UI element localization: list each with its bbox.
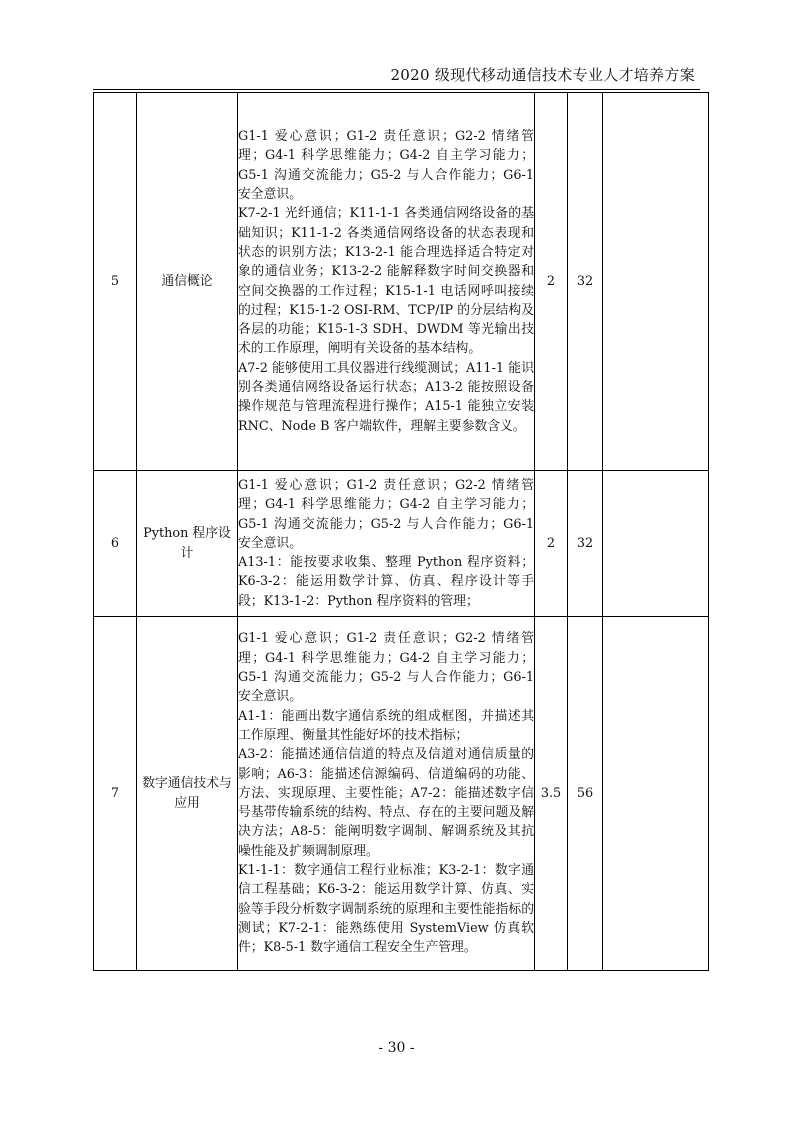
course-name-cell: Python 程序设计 — [137, 471, 238, 617]
objective-paragraph: A13-1：能按要求收集、整理 Python 程序资料；K6-3-2：能运用数学计算、仿真、程序设计等手段；K13-1-2：Python 程序资料的管理； — [238, 555, 534, 609]
course-objectives-cell — [238, 617, 535, 971]
course-credit-cell: 2 — [535, 93, 568, 471]
course-hours-cell: 56 — [568, 617, 603, 971]
objective-paragraph: G1-1 爱心意识；G1-2 责任意识；G2-2 情绪管理；G4-1 科学思维能力；G4-2 自主学习能力；G5-1 沟通交流能力；G5-2 与人合作能力；G6-1 安全意识。 — [238, 129, 534, 203]
table-row — [94, 93, 709, 471]
header-rule — [93, 89, 700, 90]
course-number-cell: 5 — [94, 93, 137, 471]
table-row — [94, 617, 709, 971]
course-credit-cell: 2 — [535, 471, 568, 617]
objective-paragraph: A3-2：能描述通信信道的特点及信道对通信质量的影响；A6-3：能描述信源编码、信道编码的功能、方法、实现原理、主要性能；A7-2：能描述数字信号基带传输系统的结构、特点、存在的主要问题及解决方法；A8-5：能阐明数字调制、解调系统及其抗噪性能及扩频调制原理。 — [238, 747, 534, 859]
course-note-cell — [603, 471, 709, 617]
course-hours-cell: 32 — [568, 471, 603, 617]
table-row — [94, 471, 709, 617]
curriculum-table — [93, 92, 709, 971]
objective-paragraph: K7-2-1 光纤通信；K11-1-1 各类通信网络设备的基础知识；K11-1-2 各类通信网络设备的状态表现和状态的识别方法；K13-2-1 能合理选择适合特定对象的通信业务；K13-2-2 能解释数字时间交换器和空间交换器的工作过程；K15-1-1 电话网呼叫接续的过程；K15-1-2 OSI-RM、TCP/IP 的分层结构及各层的功能；K15-1-3 SDH、DWDM 等光输出技术的工作原理，阐明有关设备的基本结构。 — [238, 206, 534, 357]
course-number-cell: 6 — [94, 471, 137, 617]
course-objectives-cell — [238, 93, 535, 471]
course-objectives-cell — [238, 471, 535, 617]
objective-paragraph: A1-1：能画出数字通信系统的组成框图，并描述其工作原理、衡量其性能好坏的技术指标； — [238, 708, 534, 743]
course-number-cell: 7 — [94, 617, 137, 971]
document-header-title: 2020 级现代移动通信技术专业人才培养方案 — [390, 66, 695, 84]
objective-paragraph: K1-1-1：数字通信工程行业标准；K3-2-1：数字通信工程基础；K6-3-2：能运用数学计算、仿真、实验等手段分析数字调制系统的原理和主要性能指标的测试；K7-2-1：能熟练使用 SystemView 仿真软件；K8-5-1 数字通信工程安全生产管理。 — [238, 863, 534, 956]
course-name-cell: 通信概论 — [137, 93, 238, 471]
course-hours-cell: 32 — [568, 93, 603, 471]
course-credit-cell: 3.5 — [535, 617, 568, 971]
course-name-cell: 数字通信技术与应用 — [137, 617, 238, 971]
course-note-cell — [603, 617, 709, 971]
objective-paragraph: G1-1 爱心意识；G1-2 责任意识；G2-2 情绪管理；G4-1 科学思维能力；G4-2 自主学习能力；G5-1 沟通交流能力；G5-2 与人合作能力；G6-1 安全意识。 — [238, 477, 534, 551]
objective-paragraph: A7-2 能够使用工具仪器进行线缆测试；A11-1 能识别各类通信网络设备运行状态；A13-2 能按照设备操作规范与管理流程进行操作；A15-1 能独立安装 RNC、Node B 客户端软件，理解主要参数含义。 — [238, 360, 534, 434]
page-number: - 30 - — [378, 1040, 415, 1056]
objective-paragraph: G1-1 爱心意识；G1-2 责任意识；G2-2 情绪管理；G4-1 科学思维能力；G4-2 自主学习能力；G5-1 沟通交流能力；G5-2 与人合作能力；G6-1 安全意识。 — [238, 631, 534, 705]
course-note-cell — [603, 93, 709, 471]
